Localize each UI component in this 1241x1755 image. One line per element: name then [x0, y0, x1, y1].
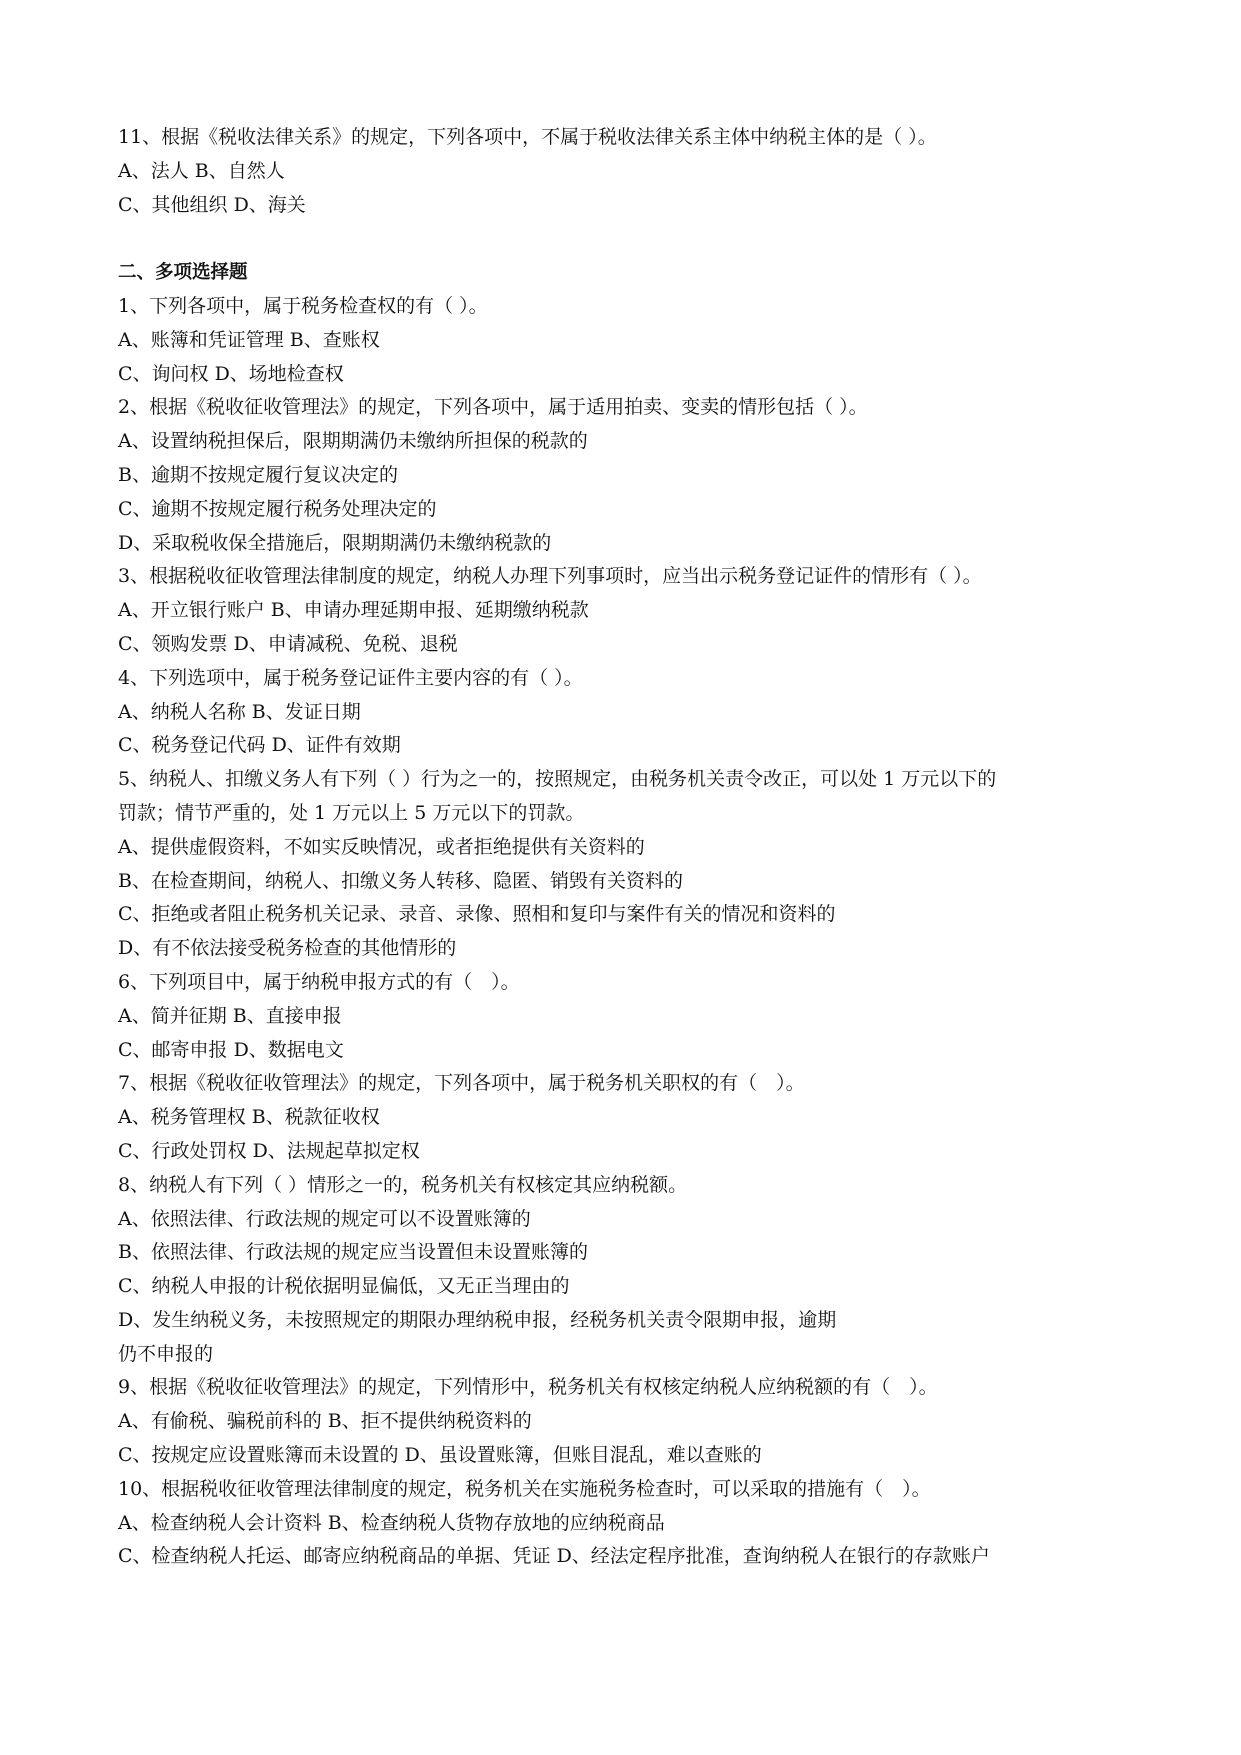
question-text-line: 6、下列项目中，属于纳税申报方式的有（ ）。 — [118, 970, 520, 993]
question-text-line: C、领购发票 D、申请减税、免税、退税 — [118, 632, 458, 655]
question-text-line: 10、根据税收征收管理法律制度的规定，税务机关在实施税务检查时，可以采取的措施有（ ）。 — [118, 1477, 931, 1500]
question-text-line: C、纳税人申报的计税依据明显偏低，又无正当理由的 — [118, 1275, 570, 1298]
question-text-line: D、有不依法接受税务检查的其他情形的 — [118, 937, 457, 960]
question-text-line: C、逾期不按规定履行税务处理决定的 — [118, 497, 437, 520]
multiple-choice-section — [118, 290, 1128, 1574]
question-text-line: A、依照法律、行政法规的规定可以不设置账簿的 — [118, 1207, 531, 1230]
question-text-line: A、税务管理权 B、税款征收权 — [118, 1106, 380, 1129]
question-text-line: C、其他组织 D、海关 — [118, 193, 306, 216]
question-text-line: 2、根据《税收征收管理法》的规定，下列各项中，属于适用拍卖、变卖的情形包括（ ）。 — [118, 396, 868, 419]
question-text-line: 9、根据《税收征收管理法》的规定，下列情形中，税务机关有权核定纳税人应纳税额的有（ ）。 — [118, 1376, 938, 1399]
question-text-line: A、检查纳税人会计资料 B、检查纳税人货物存放地的应纳税商品 — [118, 1511, 665, 1534]
question-text-line: C、按规定应设置账簿而未设置的 D、虽设置账簿，但账目混乱，难以查账的 — [118, 1444, 762, 1467]
question-text-line: 4、下列选项中，属于税务登记证件主要内容的有（ ）。 — [118, 666, 583, 689]
question-text-line: C、检查纳税人托运、邮寄应纳税商品的单据、凭证 D、经法定程序批准，查询纳税人在银行的存款账户 — [118, 1545, 990, 1568]
question-text-line: A、设置纳税担保后，限期期满仍未缴纳所担保的税款的 — [118, 430, 588, 453]
question-text-line: C、税务登记代码 D、证件有效期 — [118, 734, 401, 757]
question-text-line: D、发生纳税义务，未按照规定的期限办理纳税申报，经税务机关责令限期申报，逾期 — [118, 1308, 837, 1331]
blank-line — [118, 222, 1128, 256]
question-text-line: B、在检查期间，纳税人、扣缴义务人转移、隐匿、销毁有关资料的 — [118, 869, 683, 892]
question-text-line: 11、根据《税收法律关系》的规定，下列各项中，不属于税收法律关系主体中纳税主体的是（ ）。 — [118, 126, 937, 148]
document-page — [118, 121, 1128, 1574]
question-text-line: B、逾期不按规定履行复议决定的 — [118, 463, 398, 486]
question-text-line: C、邮寄申报 D、数据电文 — [118, 1038, 344, 1061]
question-text-line: 仍不申报的 — [118, 1342, 214, 1365]
question-text-line: A、法人 B、自然人 — [118, 159, 285, 182]
question-text-line: A、简并征期 B、直接申报 — [118, 1004, 342, 1027]
question-text-line: C、询问权 D、场地检查权 — [118, 362, 344, 385]
question-text-line: A、纳税人名称 B、发证日期 — [118, 700, 361, 723]
question-text-line: 5、纳税人、扣缴义务人有下列（ ）行为之一的，按照规定，由税务机关责令改正，可以处 1 万元以下的 — [118, 768, 997, 791]
section-heading: 二、多项选择题 — [118, 262, 248, 284]
question-text-line: A、有偷税、骗税前科的 B、拒不提供纳税资料的 — [118, 1410, 532, 1433]
question-text-line: C、行政处罚权 D、法规起草拟定权 — [118, 1139, 420, 1162]
question-text-line: D、采取税收保全措施后，限期期满仍未缴纳税款的 — [118, 531, 552, 554]
question-text-line: B、依照法律、行政法规的规定应当设置但未设置账簿的 — [118, 1241, 588, 1264]
question-text-line: A、提供虚假资料，不如实反映情况，或者拒绝提供有关资料的 — [118, 835, 645, 858]
question-text-line: A、开立银行账户 B、申请办理延期申报、延期缴纳税款 — [118, 599, 589, 622]
question-text-line: 1、下列各项中，属于税务检查权的有（ ）。 — [118, 294, 488, 317]
question-11-block — [118, 121, 1128, 222]
question-text-line: 8、纳税人有下列（ ）情形之一的，税务机关有权核定其应纳税额。 — [118, 1173, 688, 1196]
question-text-line: 3、根据税收征收管理法律制度的规定，纳税人办理下列事项时，应当出示税务登记证件的情形有（ ）。 — [118, 565, 982, 588]
question-text-line: 7、根据《税收征收管理法》的规定，下列各项中，属于税务机关职权的有（ ）。 — [118, 1072, 805, 1095]
question-text-line: A、账簿和凭证管理 B、查账权 — [118, 328, 380, 351]
question-text-line: 罚款；情节严重的，处 1 万元以上 5 万元以下的罚款。 — [118, 801, 585, 824]
question-text-line: C、拒绝或者阻止税务机关记录、录音、录像、照相和复印与案件有关的情况和资料的 — [118, 903, 836, 926]
